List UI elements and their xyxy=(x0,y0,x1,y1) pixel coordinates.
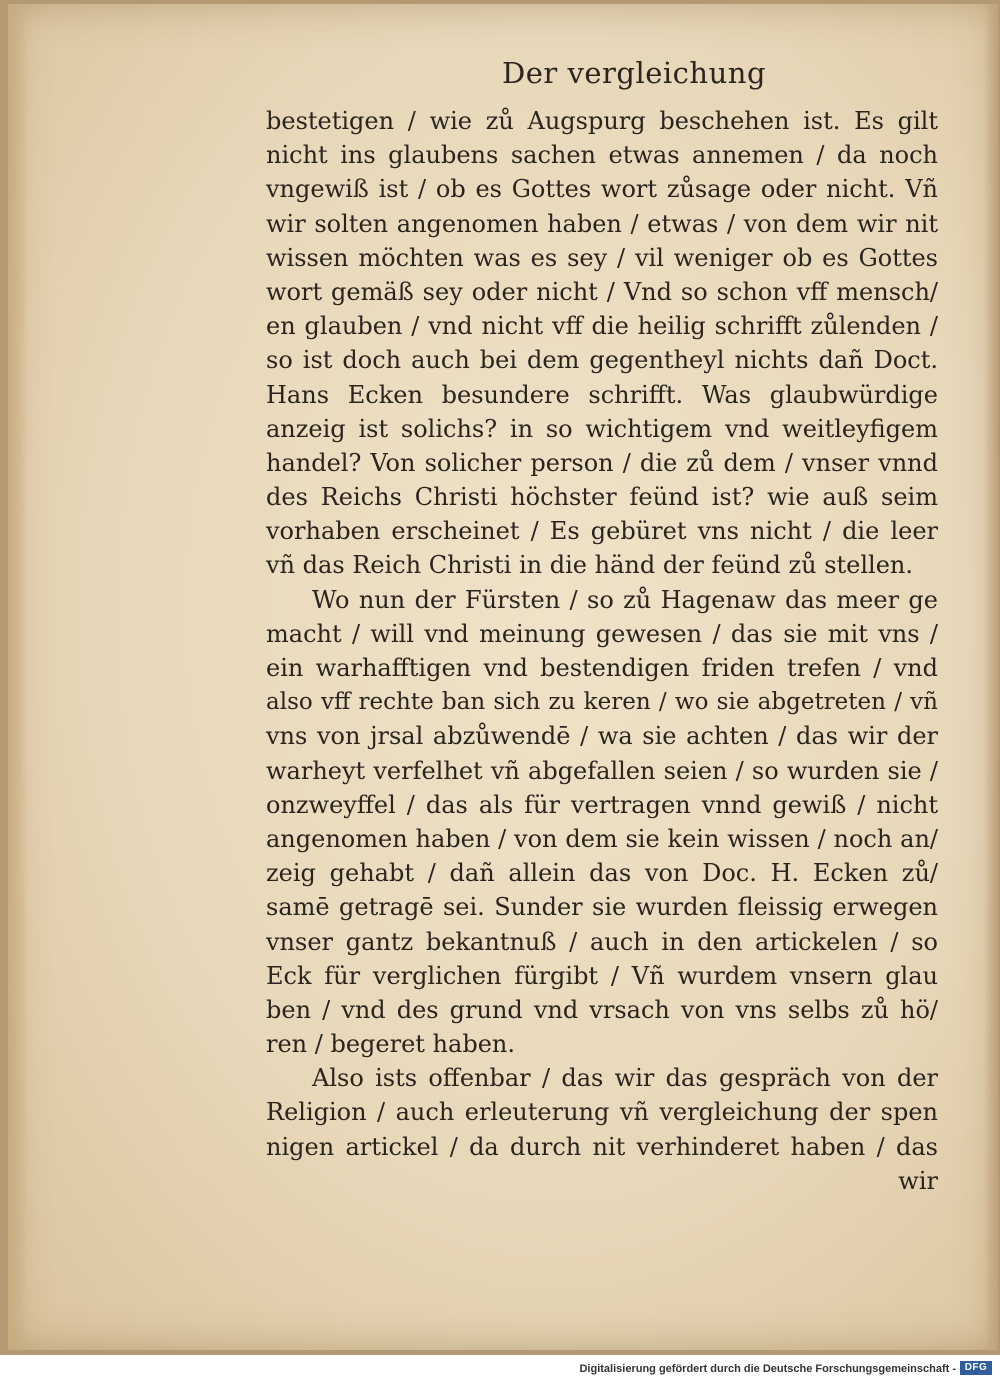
text-line: ben / vnd des grund vnd vrsach von vns selbs zů hö/ xyxy=(266,995,938,1024)
text-line: warheyt verfelhet vñ abgefallen seien / so wurden sie / xyxy=(266,756,938,785)
running-head: Der vergleichung xyxy=(502,56,767,90)
footer-bar xyxy=(0,1356,1000,1383)
text-line-paragraph-start: Also ists offenbar / das wir das gespräch von der xyxy=(312,1064,938,1093)
text-line: Hans Ecken besundere schrifft. Was glaubwürdige xyxy=(266,380,938,409)
text-line: wir solten angenomen haben / etwas / von dem wir nit xyxy=(266,209,938,238)
text-line: ren / begeret haben. xyxy=(266,1030,515,1059)
text-line: macht / will vnd meinung gewesen / das sie mit vns / xyxy=(266,619,938,648)
page-edge-shadow-left xyxy=(8,4,28,1350)
funding-notice: Digitalisierung gefördert durch die Deutsche Forschungsgemeinschaft - xyxy=(579,1363,956,1375)
text-line: vorhaben erscheinet / Es gebüret vns nicht / die leer xyxy=(266,517,938,546)
text-line: samē getragē sei. Sunder sie wurden fleissig erwegen xyxy=(266,893,938,922)
text-line: vñ das Reich Christi in die händ der feünd zů stellen. xyxy=(266,551,914,580)
text-line: nicht ins glaubens sachen etwas annemen / da noch xyxy=(266,141,938,170)
text-line: wort gemäß sey oder nicht / Vnd so schon vff mensch/ xyxy=(266,277,938,306)
text-line: zeig gehabt / dañ allein das von Doc. H. Ecken zů/ xyxy=(266,859,938,888)
text-line: so ist doch auch bei dem gegentheyl nichts dañ Doct. xyxy=(266,346,938,375)
text-line: also vff rechte ban sich zu keren / wo sie abgetreten / vñ xyxy=(266,689,938,716)
text-line: onzweyffel / das als für vertragen vnnd gewiß / nicht xyxy=(266,790,938,819)
text-line: Eck für verglichen fürgibt / Vñ wurdem vnsern glau xyxy=(266,961,938,990)
dfg-logo: DFG xyxy=(960,1361,992,1375)
text-line: angenomen haben / von dem sie kein wissen / noch an/ xyxy=(266,824,938,853)
text-line: en glauben / vnd nicht vff die heilig schrifft zůlenden / xyxy=(266,312,938,341)
text-line-paragraph-start: Wo nun der Fürsten / so zů Hagenaw das meer ge xyxy=(312,585,938,614)
text-line: Religion / auch erleuterung vñ vergleichung der spen xyxy=(266,1098,938,1127)
text-line: ein warhafftigen vnd bestendigen friden trefen / vnd xyxy=(266,654,938,682)
text-line: vns von jrsal abzůwendē / wa sie achten / das wir der xyxy=(266,722,938,751)
text-line: nigen artickel / da durch nit verhinderet haben / das xyxy=(266,1132,938,1161)
text-line: wissen möchten was es sey / vil weniger ob es Gottes xyxy=(266,243,938,272)
text-line: anzeig ist solichs? in so wichtigem vnd weitleyfigem xyxy=(266,414,938,443)
text-line: des Reichs Christi höchster feünd ist? wie auß seim xyxy=(266,483,938,512)
page-edge-shadow-right xyxy=(984,4,998,1350)
text-line: bestetigen / wie zů Augspurg beschehen ist. Es gilt xyxy=(266,107,938,135)
body-text xyxy=(266,104,938,1198)
text-line: vngewiß ist / ob es Gottes wort zůsage oder nicht. Vñ xyxy=(266,175,938,204)
text-line: handel? Von solicher person / die zů dem / vnser vnnd xyxy=(266,448,938,477)
catchword: wir xyxy=(898,1166,938,1195)
text-line: vnser gantz bekantnuß / auch in den artickelen / so xyxy=(266,927,938,956)
